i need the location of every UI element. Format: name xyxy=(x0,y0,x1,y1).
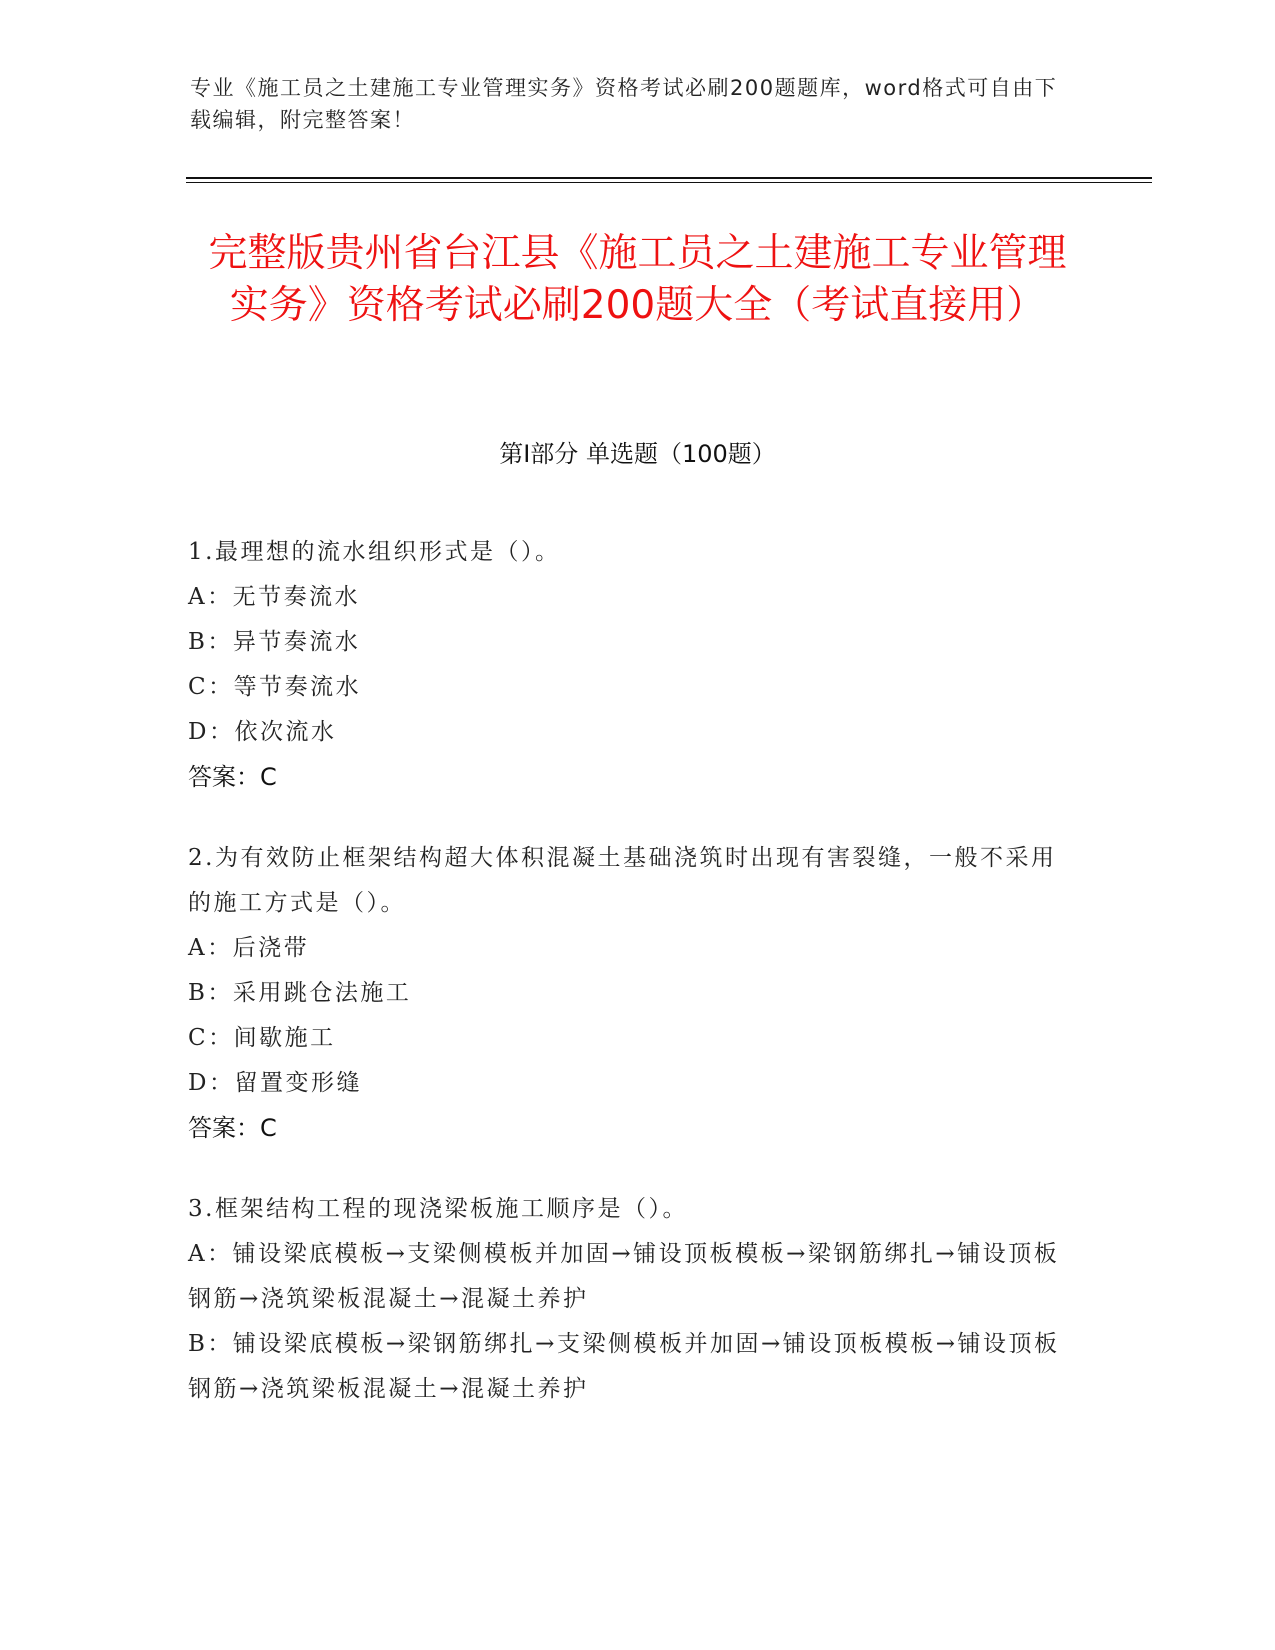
question-stem: 1.最理想的流水组织形式是（）。 xyxy=(188,539,561,565)
option-b: B：异节奏流水 xyxy=(188,629,361,655)
option-b: B：铺设梁底模板→梁钢筋绑扎→支梁侧模板并加固→铺设顶板模板→铺设顶板钢筋→浇筑梁板混凝土→混凝土养护 xyxy=(188,1331,1060,1402)
option-d: D：留置变形缝 xyxy=(188,1070,362,1096)
header-divider-thin xyxy=(186,182,1152,183)
answer: 答案：C xyxy=(188,1114,277,1142)
option-a: A：铺设梁底模板→支梁侧模板并加固→铺设顶板模板→梁钢筋绑扎→铺设顶板钢筋→浇筑梁板混凝土→混凝土养护 xyxy=(188,1241,1060,1312)
answer: 答案：C xyxy=(188,763,277,791)
option-a: A：后浇带 xyxy=(188,935,310,961)
question-stem: 2.为有效防止框架结构超大体积混凝土基础浇筑时出现有害裂缝，一般不采用的施工方式是（）。 xyxy=(188,845,1057,916)
option-d: D：依次流水 xyxy=(188,719,337,745)
option-c: C：间歇施工 xyxy=(188,1025,336,1051)
option-b: B：采用跳仓法施工 xyxy=(188,980,412,1006)
header-note: 专业《施工员之土建施工专业管理实务》资格考试必刷200题题库，word格式可自由下载编辑，附完整答案！ xyxy=(190,76,1058,132)
question-list xyxy=(188,530,1068,1448)
option-a: A：无节奏流水 xyxy=(188,584,361,610)
section-title: 第Ⅰ部分 单选题（100题） xyxy=(499,440,776,468)
header-divider-thick xyxy=(186,177,1152,179)
option-c: C：等节奏流水 xyxy=(188,674,362,700)
question-3 xyxy=(188,1187,1068,1412)
question-stem: 3.框架结构工程的现浇梁板施工顺序是（）。 xyxy=(188,1196,688,1222)
question-1 xyxy=(188,530,1068,800)
question-2 xyxy=(188,836,1068,1151)
document-title: 完整版贵州省台江县《施工员之土建施工专业管理实务》资格考试必刷200题大全（考试直接用） xyxy=(208,231,1067,328)
